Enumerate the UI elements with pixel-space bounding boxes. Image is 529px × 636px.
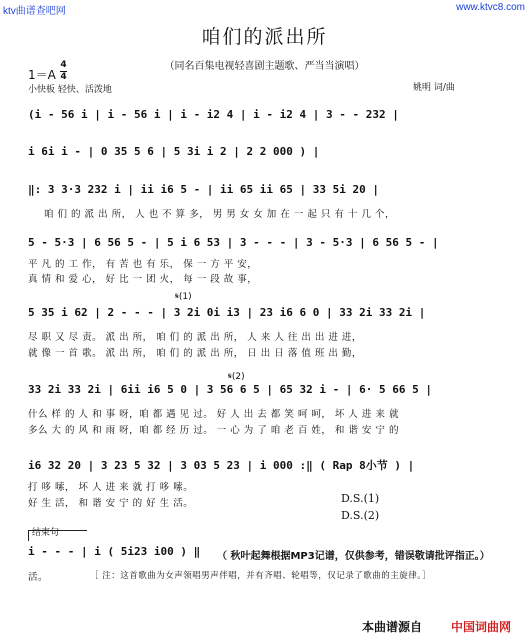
time-signature (60, 61, 67, 82)
ending-label: 结束句 (32, 528, 60, 538)
lyric-row-6-verse-2: 多么 大 的 风 和 雨 呀，咱 都 经 历 过。 一 心 为 了 咱 老 百 姓， 和 谐 安 宁 的 (28, 425, 399, 436)
lyric-row-7-verse-2: 好 生 活， 和 谐 安 宁 的 好 生 活。 (28, 498, 194, 509)
notation-row-3: ‖: 3 3·3 232 i | ii i6 5 - | ii 65 ii 65 | 33 5i 20 | (28, 183, 379, 196)
source-site-link[interactable]: 中国词曲网 (451, 620, 512, 634)
lyric-row-5-verse-1: 尽 职 又 尽 责。 派 出 所， 咱 们 的 派 出 所， 人 来 人 往 出 出 进 进， (28, 332, 362, 343)
notation-row-7: i6 32 20 | 3 23 5 32 | 3 03 5 23 | i 000 :‖ ( Rap 8小节 ) | (28, 459, 415, 472)
notation-row-6: 33 2i 33 2i | 6ii i6 5 0 | 3 56 6 5 | 65 32 i - | 6· 5 66 5 | (28, 383, 432, 396)
lyric-row-5-verse-2: 就 像 一 首 歌。 派 出 所， 咱 们 的 派 出 所， 日 出 日 落 值 班 出 勤， (28, 348, 362, 359)
notation-row-8: i - - - | i ( 5i23 i00 ) ‖ (28, 545, 201, 558)
lyric-row-7-verse-1: 打 哆 嗦， 坏 人 进 来 就 打 哆 嗦。 (28, 482, 194, 493)
lyric-row-4-verse-2: 真 情 和 爱 心， 好 比 一 团 火， 每 一 段 故 事， (28, 274, 258, 285)
notation-row-2: i 6i i - | 0 35 5 6 | 5 3i i 2 | 2 2 000 ) | (28, 145, 320, 158)
tempo-marking: 小快板 轻快、活泼地 (28, 85, 112, 95)
transcriber-note: （ 秋叶起舞根据MP3记谱，仅供参考，错误敬请批评指正。） (217, 551, 490, 562)
author-credit: 姚明 词/曲 (413, 83, 455, 93)
notation-row-1: (i - 56 i | i - 56 i | i - i2 4 | i - i2 4 | 3 - - 232 | (28, 108, 399, 121)
lyric-row-4-verse-1: 平 凡 的 工 作， 有 苦 也 有 乐， 保 一 方 平 安， (28, 259, 258, 270)
watermark-left: ktv曲谱查吧网 (3, 6, 66, 17)
lyric-row-3: 咱 们 的 派 出 所， 人 也 不 算 多， 男 男 女 女 加 在 一 起 只 有 十 几 个， (44, 209, 395, 220)
segno-1: 𝄋(1) (175, 292, 192, 302)
ds-mark-1: D.S.(1) (341, 492, 380, 505)
watermark-right: www.ktvc8.com (456, 2, 525, 13)
notation-row-5: 5 35 i 62 | 2 - - - | 3 2i 0i i3 | 23 i6 6 0 | 33 2i 33 2i | (28, 306, 426, 319)
song-title: 咱们的派出所 (201, 26, 328, 48)
time-sig-bottom: 4 (60, 72, 67, 82)
notation-row-4: 5 - 5·3 | 6 56 5 - | 5 i 6 53 | 3 - - - | 3 - 5·3 | 6 56 5 - | (28, 236, 439, 249)
lyric-row-8: 活。 (28, 572, 49, 583)
segno-2: 𝄋(2) (228, 372, 245, 382)
key-signature: 1＝A (28, 68, 56, 82)
song-subtitle: （同名百集电视轻喜剧主题歌、严当当演唱） (164, 61, 365, 72)
source-label: 本曲谱源自 (362, 620, 423, 634)
time-sig-top: 4 (60, 60, 67, 70)
ds-mark-2: D.S.(2) (341, 509, 380, 522)
lyric-row-6-verse-1: 什么 样 的 人 和 事 呀，咱 都 遇 见 过。 好 人 出 去 都 笑 呵 呵， 坏 人 进 来 就 (28, 409, 399, 420)
footnote: ［ 注：这首歌曲为女声领唱男声伴唱，并有齐唱、轮唱等，仅记录了歌曲的主旋律。］ (90, 571, 431, 581)
